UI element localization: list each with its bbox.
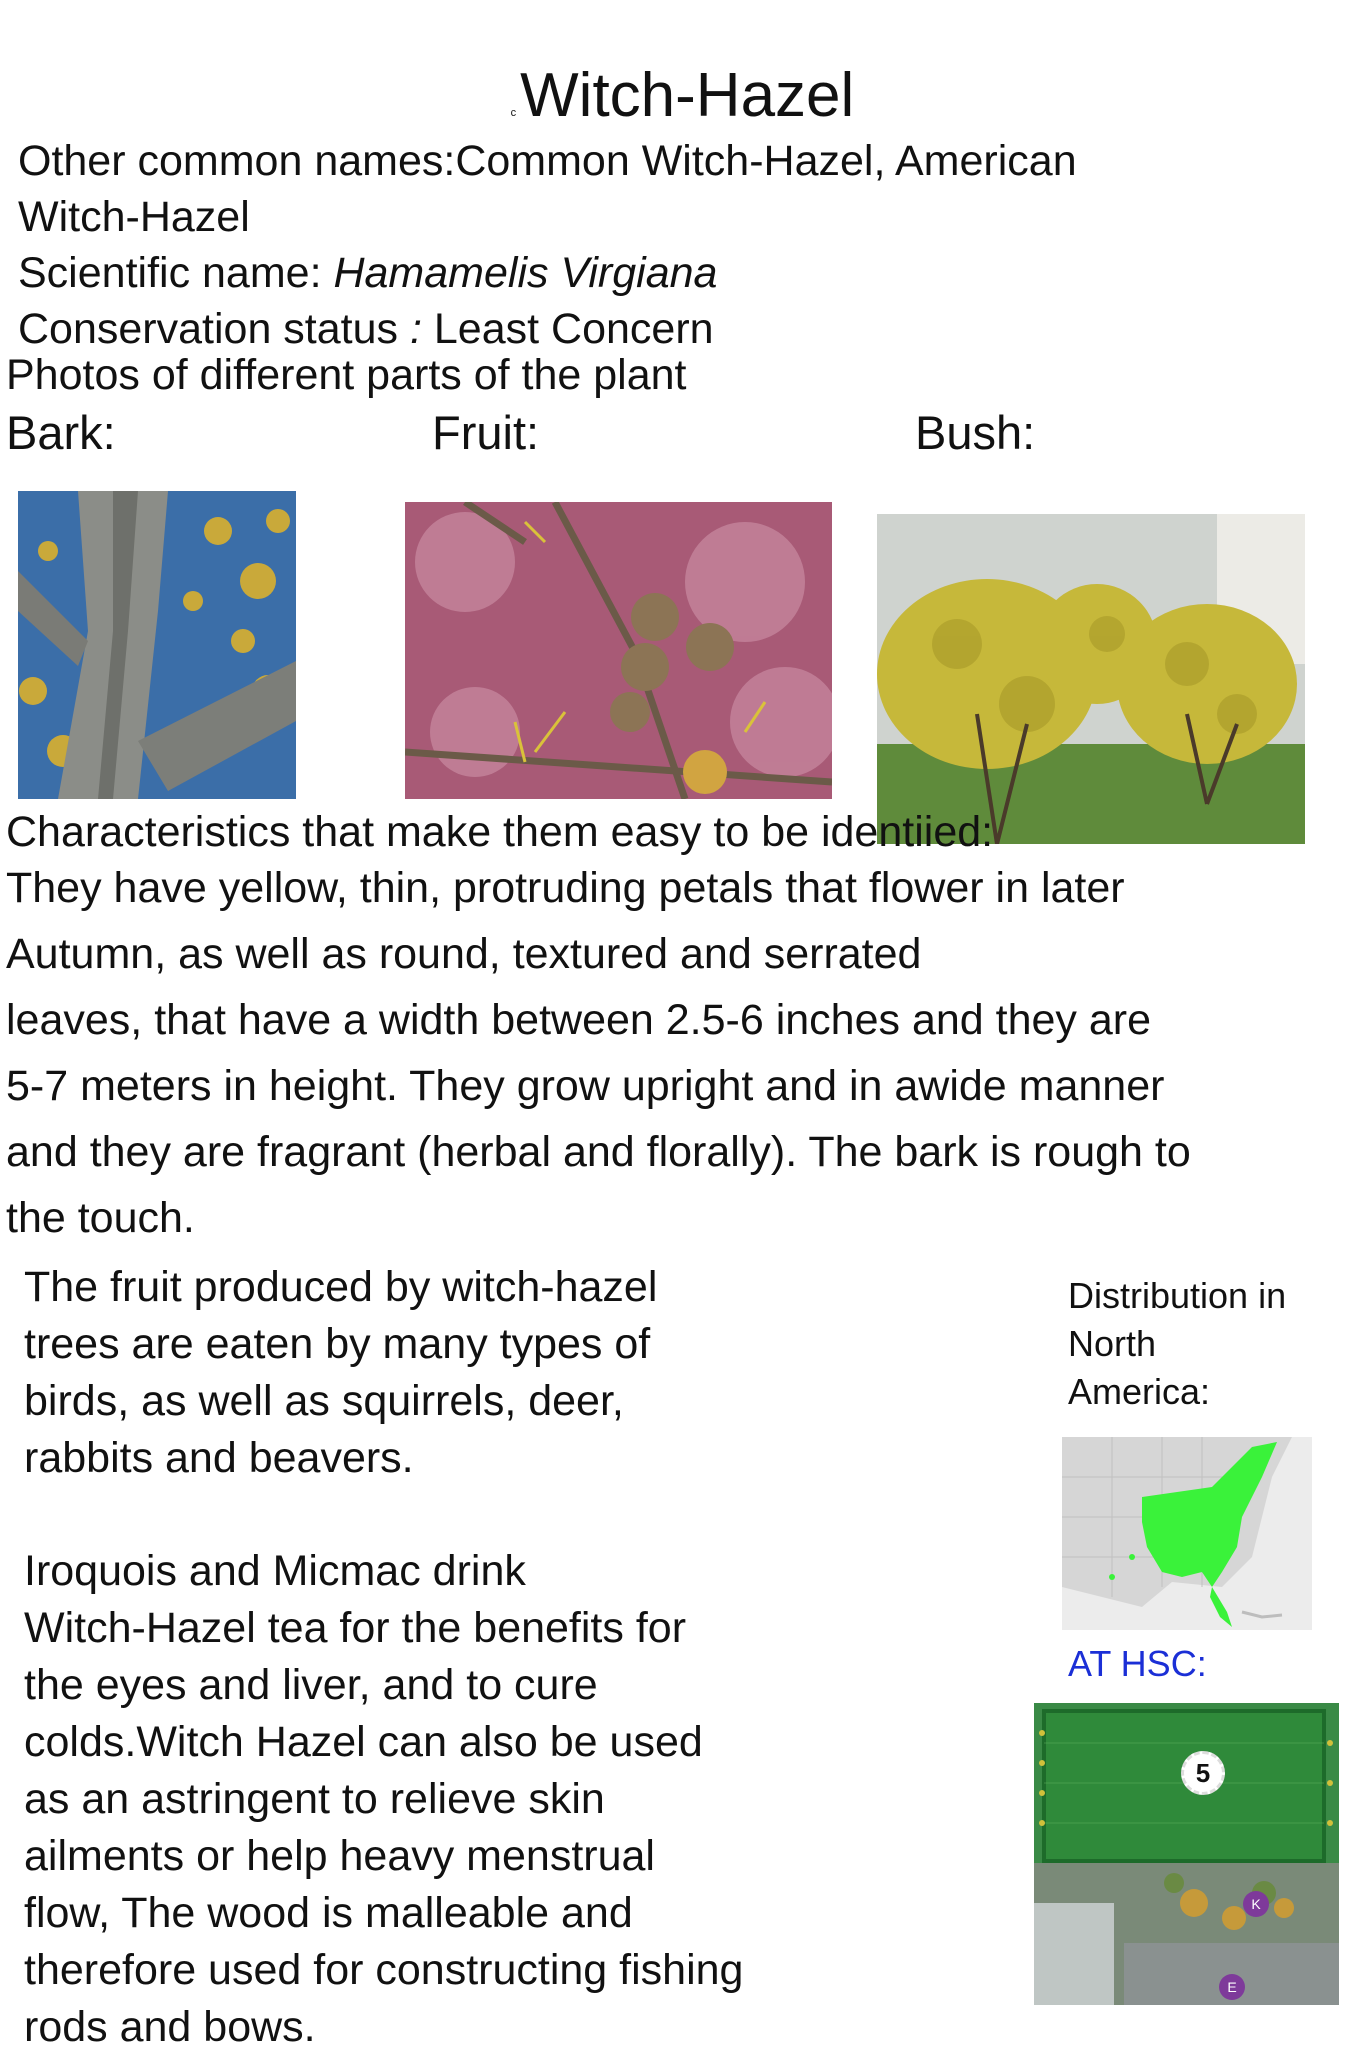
characteristics-line: 5-7 meters in height. They grow upright and in awide manner [6, 1062, 1165, 1110]
characteristics-heading: Characteristics that make them easy to be identiied: [6, 808, 994, 856]
characteristics-text [6, 855, 1346, 1251]
characteristics-line: They have yellow, thin, protruding petals that flower in later [6, 864, 1125, 912]
fruit-paragraph [24, 1259, 924, 1487]
characteristics-line: leaves, that have a width between 2.5-6 inches and they are [6, 996, 1152, 1044]
distribution-caption [1068, 1272, 1286, 1416]
uses-line: rods and bows. [24, 2003, 316, 2051]
conservation-sep: : [409, 305, 422, 353]
uses-line: therefore used for constructing fishing [24, 1946, 744, 1994]
uses-line: colds.Witch Hazel can also be used [24, 1718, 703, 1766]
conservation-value: Least Concern [421, 305, 714, 353]
uses-line: flow, The wood is malleable and [24, 1889, 633, 1937]
site-marker-k: K [1243, 1891, 1269, 1917]
distribution-line: Distribution in [1068, 1275, 1287, 1316]
fruit-line: rabbits and beavers. [24, 1434, 414, 1482]
site-marker-5: 5 [1181, 1751, 1225, 1795]
uses-line: the eyes and liver, and to cure [24, 1661, 598, 1709]
uses-line: Iroquois and Micmac drink [24, 1547, 526, 1595]
bush-photo [877, 514, 1305, 844]
photos-heading: Photos of different parts of the plant [6, 351, 687, 399]
site-marker-e: E [1219, 1974, 1245, 2000]
uses-line: ailments or help heavy menstrual [24, 1832, 655, 1880]
scientific-label: Scientific name: [18, 249, 334, 297]
other-names-line2: Witch-Hazel [18, 193, 250, 241]
characteristics-line: the touch. [6, 1194, 195, 1242]
fruit-label: Fruit: [432, 406, 540, 459]
fruit-line: birds, as well as squirrels, deer, [24, 1377, 624, 1425]
conservation-label: Conservation status [18, 305, 410, 353]
uses-paragraph [24, 1543, 924, 2056]
bark-label: Bark: [6, 406, 116, 459]
bark-photo [18, 491, 296, 799]
distribution-map [1062, 1437, 1312, 1630]
fruit-line: trees are eaten by many types of [24, 1320, 651, 1368]
distribution-line: America: [1068, 1371, 1211, 1412]
bush-label: Bush: [915, 406, 1036, 459]
distribution-line: North [1068, 1323, 1157, 1364]
campus-map [1034, 1703, 1339, 2005]
characteristics-line: Autumn, as well as round, textured and serrated [6, 930, 922, 978]
scientific-value: Hamamelis Virgiana [333, 249, 718, 297]
uses-line: as an astringent to relieve skin [24, 1775, 605, 1823]
fruit-line: The fruit produced by witch-hazel [24, 1263, 658, 1311]
at-hsc-label: AT HSC: [1068, 1643, 1207, 1684]
uses-line: Witch-Hazel tea for the benefits for [24, 1604, 687, 1652]
characteristics-line: and they are fragrant (herbal and florally). The bark is rough to [6, 1128, 1191, 1176]
fruit-photo [405, 502, 832, 799]
title-text: Witch-Hazel [520, 61, 855, 130]
other-names-line1: Other common names:Common Witch-Hazel, American [18, 137, 1077, 185]
scientific-name [18, 245, 717, 301]
title-mark: c [510, 107, 517, 119]
